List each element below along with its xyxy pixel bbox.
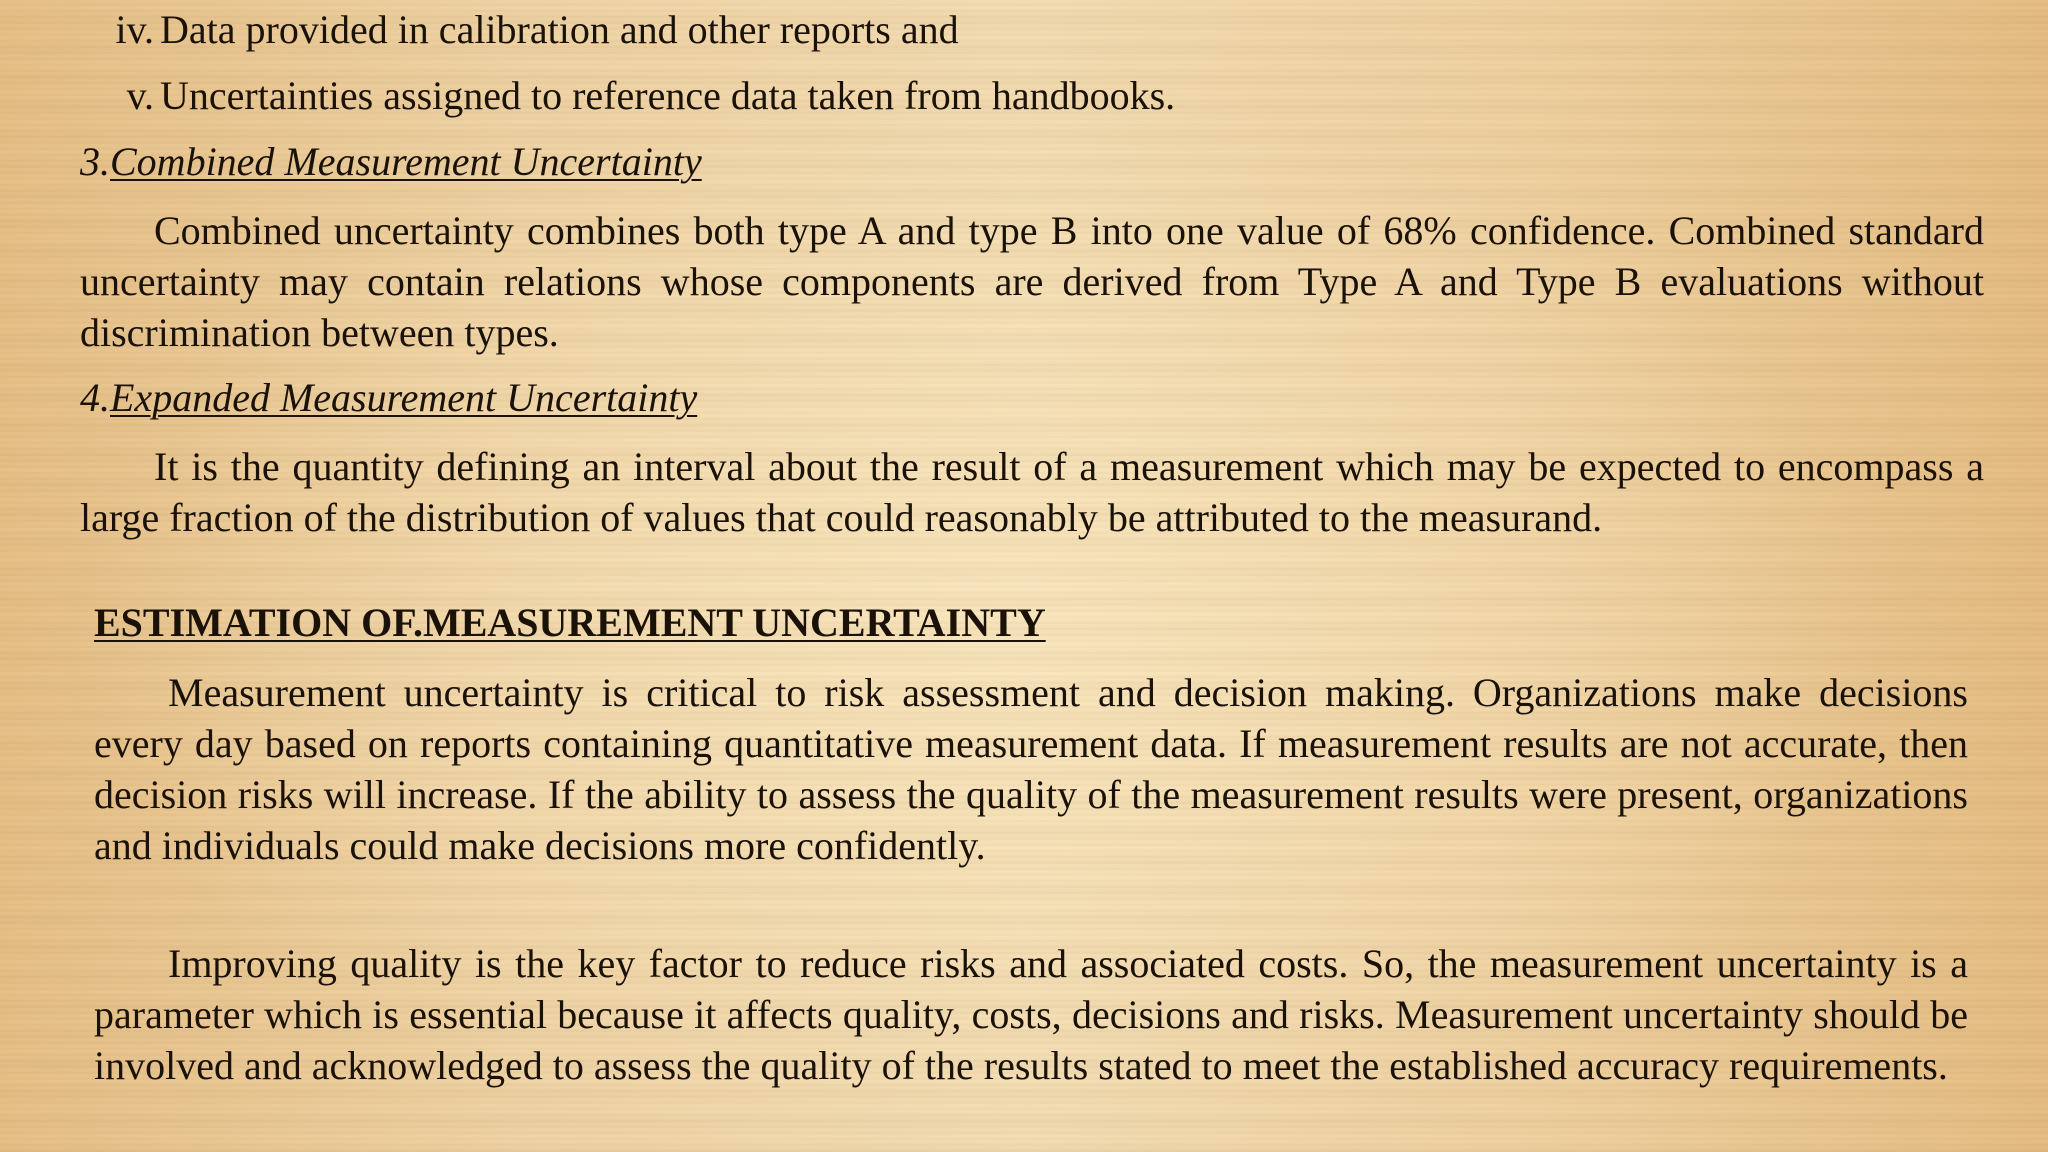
estimation-section-title: ESTIMATION OF.MEASUREMENT UNCERTAINTY	[94, 600, 1046, 645]
expanded-heading-title: Expanded Measurement Uncertainty	[110, 375, 698, 420]
combined-heading	[80, 138, 702, 186]
combined-heading-number: 3.	[80, 139, 110, 184]
combined-heading-title: Combined Measurement Uncertainty	[110, 139, 702, 184]
list-number: iv.	[115, 7, 154, 52]
combined-paragraph: Combined uncertainty combines both type A and type B into one value of 68% confidence. Combined standard uncertainty may contain relations whose components are derived from Type A and Type B evaluations without discrimination between types.	[80, 208, 1984, 355]
expanded-heading-number: 4.	[80, 375, 110, 420]
estimation-paragraph-1: Measurement uncertainty is critical to risk assessment and decision making. Organizations make decisions every day based on reports containing quantitative measurement data. If measurement results are not accurate, then decision risks will increase. If the ability to assess the quality of the measurement results were present, organizations and individuals could make decisions more confidently.	[94, 670, 1968, 868]
list-number: v.	[126, 73, 154, 118]
estimation-paragraph-2: Improving quality is the key factor to reduce risks and associated costs. So, the measurement uncertainty is a parameter which is essential because it affects quality, costs, decisions and risks. Measurement uncertainty should be involved and acknowledged to assess the quality of the results stated to meet the established accuracy requirements.	[94, 941, 1968, 1088]
expanded-heading	[80, 374, 697, 422]
list-text: Data provided in calibration and other reports and	[160, 7, 959, 52]
list-text: Uncertainties assigned to reference data taken from handbooks.	[160, 73, 1176, 118]
expanded-paragraph: It is the quantity defining an interval about the result of a measurement which may be expected to encompass a large fraction of the distribution of values that could reasonably be attributed to the measurand.	[80, 444, 1984, 540]
